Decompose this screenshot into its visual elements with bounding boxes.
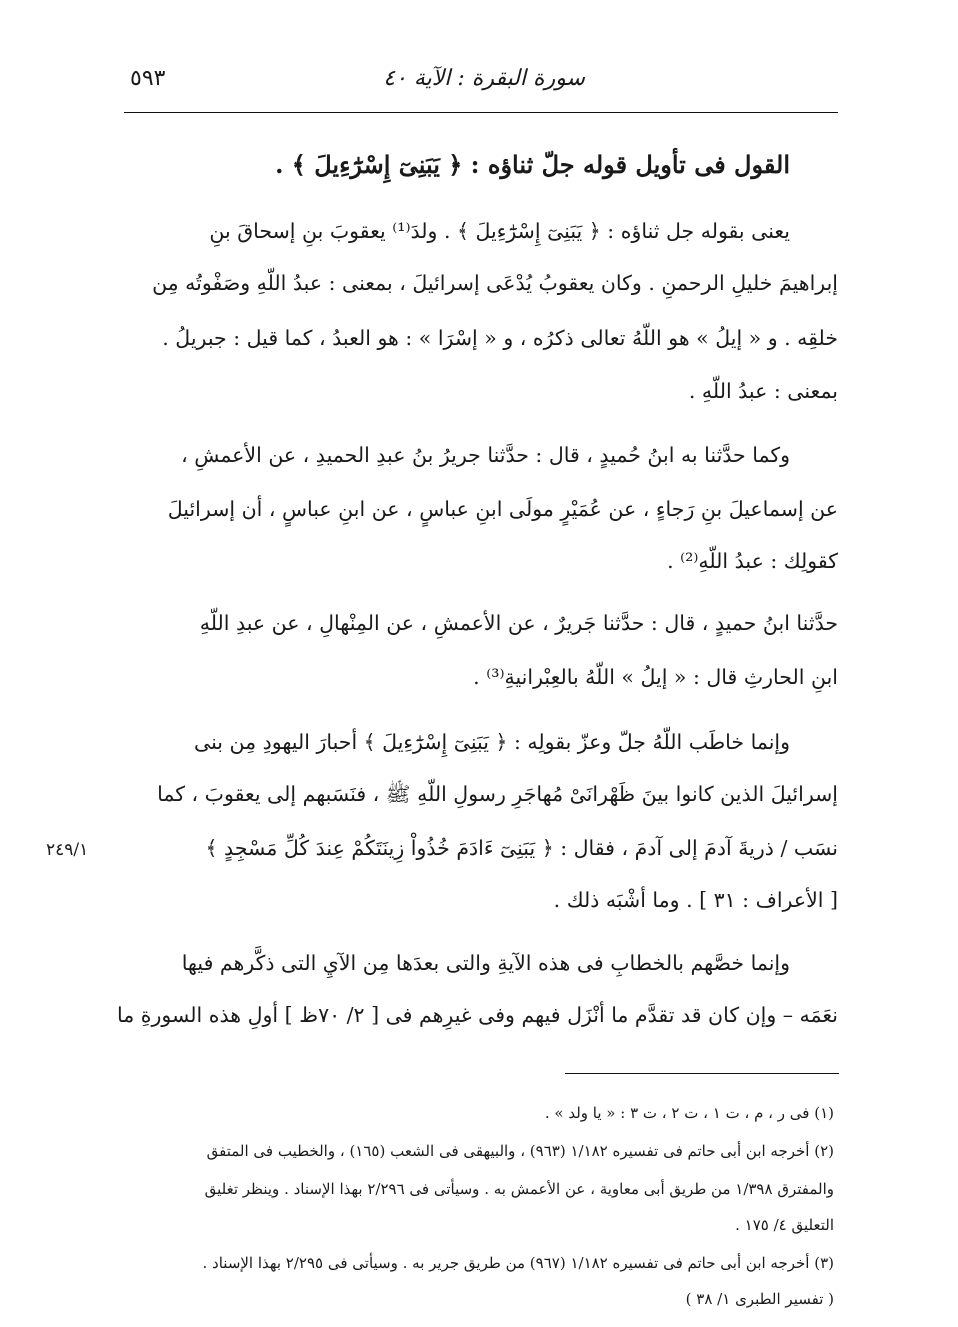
- body-line-15: نعَمَه – وإن كان قد تقدَّم ما أنْزَل فيهم وفى غيرِهم فى [ ٢/ ٧٠ظ ] أولِ هذه السورةِ ما: [117, 1003, 838, 1027]
- body-line-9: ابنِ الحارثِ قال : « إيلُ » اللّهُ بالعِبْرانيةِ⁽³⁾ .: [473, 665, 838, 689]
- body-line-7: كقولِك : عبدُ اللّهِ⁽²⁾ .: [667, 549, 838, 573]
- footnote-rule: [565, 1073, 839, 1074]
- body-line-8: حدَّثنا ابنُ حميدٍ ، قال : حدَّثنا جَريرٌ ، عن الأعمشِ ، عن المِنْهالِ ، عن عبدِ اللّهِ: [199, 611, 838, 635]
- section-heading: القول فى تأويل قوله جلّ ثناؤه : ﴿ يَبَنِىٓ إِسْرَٰٓءِيلَ ﴾ .: [275, 150, 790, 179]
- body-line-5: وكما حدَّثنا به ابنُ حُميدٍ ، قال : حدَّثنا جريرُ بنُ عبدِ الحميدِ ، عن الأعمشِ ،: [181, 443, 790, 467]
- running-header: [130, 62, 835, 102]
- footnote-3: (٣) أخرجه ابن أبى حاتم فى تفسيره ١/١٨٢ (٩٦٧) من طريق جرير به . وسيأتى فى ٢/٢٩٥ بهذا الإسناد .: [202, 1254, 834, 1272]
- body-line-1: يعنى بقوله جل ثناؤه : ﴿ يَبَنِىٓ إِسْرَٰٓءِيلَ ﴾ . ولدَ⁽¹⁾ يعقوبَ بنِ إسحاقَ بنِ: [209, 219, 790, 243]
- footnote-1: (١) فى ر ، م ، ت ١ ، ت ٢ ، ت ٣ : « يا ولد » .: [544, 1104, 834, 1122]
- body-line-6: عن إسماعيلَ بنِ رَجاءٍ ، عن عُمَيْرٍ مولَى ابنِ عباسٍ ، عن ابنِ عباسٍ ، أن إسرائيلَ: [167, 497, 838, 521]
- body-line-14: وإنما خصَّهم بالخطابِ فى هذه الآيةِ والتى بعدَها مِن الآيِ التى ذكَّرهم فيها: [181, 951, 790, 975]
- body-line-11: إسرائيلَ الذين كانوا بينَ ظَهْرانَىْ مُهاجَرِ رسولِ اللّهِ ﷺ ، فنَسَبهم إلى يعقوبَ ، كما: [157, 782, 838, 806]
- footnote-2-cont: والمفترق ١/٣٩٨ من طريق أبى معاوية ، عن الأعمش به . وسيأتى فى ٢/٢٩٦ بهذا الإسناد . وينظر تغليق: [204, 1180, 834, 1198]
- body-line-12: نسَب / ذريةَ آدمَ إلى آدمَ ، فقال : ﴿ يَبَنِىٓ ءَادَمَ خُذُواْ زِينَتَكُمْ عِندَ كُلِّ مَسْجِدٍ ﴾: [205, 836, 838, 860]
- page-number: ٥٩٣: [130, 66, 166, 91]
- body-line-4: بمعنى : عبدُ اللّهِ .: [688, 379, 838, 403]
- body-line-10: وإنما خاطَب اللّهُ جلّ وعزّ بقولِه : ﴿ يَبَنِىٓ إِسْرَٰٓءِيلَ ﴾ أحبارَ اليهودِ مِن بنى: [194, 730, 790, 754]
- footnote-2-cont2: التعليق ٤/ ١٧٥ .: [735, 1216, 834, 1234]
- running-title: سورة البقرة : الآية ٤٠: [383, 66, 585, 91]
- margin-reference: ٢٤٩/١: [46, 840, 89, 860]
- header-rule: [124, 112, 838, 113]
- source-citation: ( تفسير الطبرى ١/ ٣٨ ): [685, 1290, 834, 1308]
- body-line-3: خلقِه . و « إيلُ » هو اللّهُ تعالى ذكرُه ، و « إسْرَا » : هو العبدُ ، كما قيل : جبريلُ .: [162, 326, 838, 350]
- footnote-2: (٢) أخرجه ابن أبى حاتم فى تفسيره ١/١٨٢ (٩٦٣) ، والبيهقى فى الشعب (١٦٥) ، والخطيب فى المتفق: [206, 1142, 834, 1160]
- body-line-2: إبراهيمَ خليلِ الرحمنِ . وكان يعقوبُ يُدْعَى إسرائيلَ ، بمعنى : عبدُ اللّهِ وصَفْوتُه مِن: [152, 271, 838, 295]
- body-line-13: [ الأعراف : ٣١ ] . وما أشْبَه ذلك .: [553, 888, 838, 912]
